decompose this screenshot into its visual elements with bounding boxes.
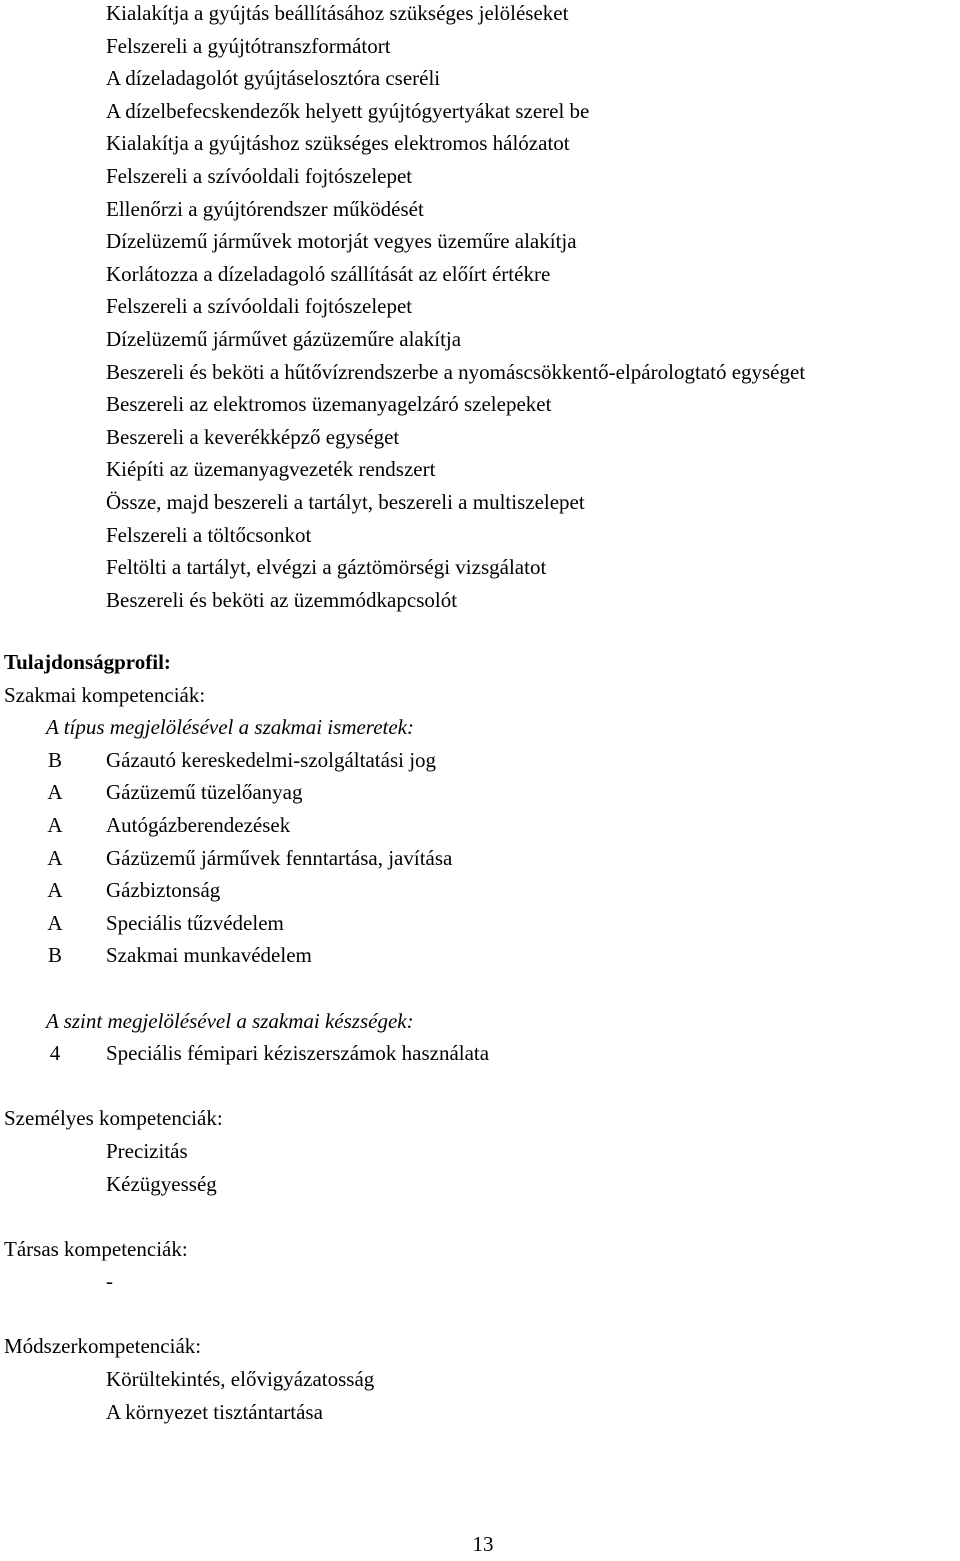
professional-competences-heading: Szakmai kompetenciák: — [4, 682, 206, 707]
skill-row — [4, 1037, 954, 1070]
task-item: Beszereli a keverékképző egységet — [106, 424, 400, 449]
personal-competence-item: Precizitás — [106, 1138, 188, 1163]
skill-text: Speciális fémipari kéziszerszámok használata — [106, 1041, 490, 1066]
task-item: Feltölti a tartályt, elvégzi a gáztömörségi vizsgálatot — [106, 555, 547, 580]
task-item: Beszereli és beköti az üzemmódkapcsolót — [106, 587, 458, 612]
knowledge-code: A — [47, 910, 63, 935]
spacer — [4, 1298, 954, 1331]
task-item: Korlátozza a dízeladagoló szállítását az előírt értékre — [106, 261, 551, 286]
knowledge-code: A — [47, 845, 63, 870]
knowledge-list — [4, 744, 954, 972]
knowledge-text: Gázüzemű járművek fenntartása, javítása — [106, 845, 453, 870]
task-item: Felszereli a szívóoldali fojtószelepet — [106, 163, 413, 188]
knowledge-code: B — [47, 747, 62, 772]
knowledge-row — [4, 842, 954, 875]
task-item: Felszereli a szívóoldali fojtószelepet — [106, 294, 413, 319]
method-competence-item: A környezet tisztántartása — [106, 1399, 323, 1424]
page-number: 13 — [472, 1532, 494, 1556]
knowledge-text: Szakmai munkavédelem — [106, 943, 312, 968]
task-item: Dízelüzemű járművet gázüzeműre alakítja — [106, 326, 462, 351]
knowledge-row — [4, 776, 954, 809]
method-competences-heading: Módszerkompetenciák: — [4, 1334, 202, 1359]
knowledge-text: Gázüzemű tüzelőanyag — [106, 780, 303, 805]
social-competences-heading: Társas kompetenciák: — [4, 1236, 188, 1261]
knowledge-code: A — [47, 812, 63, 837]
task-item: Össze, majd beszereli a tartályt, beszereli a multiszelepet — [106, 489, 585, 514]
knowledge-code: A — [47, 780, 63, 805]
knowledge-code: A — [47, 878, 63, 903]
knowledge-heading: A típus megjelölésével a szakmai ismeretek: — [46, 715, 414, 740]
personal-competences-heading: Személyes kompetenciák: — [4, 1106, 223, 1131]
task-item: A dízelbefecskendezők helyett gyújtógyertyákat szerel be — [106, 98, 590, 123]
knowledge-row — [4, 809, 954, 842]
task-item: Felszereli a töltőcsonkot — [106, 522, 312, 547]
task-item: Beszereli és beköti a hűtővízrendszerbe a nyomáscsökkentő-elpárologtató egységet — [106, 359, 806, 384]
task-item: Kiépíti az üzemanyagvezeték rendszert — [106, 457, 436, 482]
knowledge-text: Speciális tűzvédelem — [106, 910, 284, 935]
knowledge-row — [4, 874, 954, 907]
task-item: Ellenőrzi a gyújtórendszer működését — [106, 196, 424, 221]
task-item: Dízelüzemű járművek motorját vegyes üzeműre alakítja — [106, 229, 577, 254]
knowledge-text: Gázbiztonság — [106, 878, 221, 903]
task-item: Felszereli a gyújtótranszformátort — [106, 33, 391, 58]
spacer — [4, 1200, 954, 1233]
knowledge-row — [4, 939, 954, 972]
property-profile-section — [4, 646, 954, 1428]
skill-code: 4 — [49, 1041, 61, 1066]
spacer — [4, 972, 954, 1005]
task-item: Kialakítja a gyújtáshoz szükséges elektromos hálózatot — [106, 131, 570, 156]
knowledge-text: Autógázberendezések — [106, 812, 291, 837]
task-list — [106, 0, 960, 616]
knowledge-text: Gázautó kereskedelmi-szolgáltatási jog — [106, 747, 437, 772]
skills-heading: A szint megjelölésével a szakmai készségek: — [46, 1008, 414, 1033]
knowledge-row — [4, 907, 954, 940]
knowledge-row — [4, 744, 954, 777]
task-item: A dízeladagolót gyújtáselosztóra cseréli — [106, 66, 441, 91]
knowledge-code: B — [47, 943, 62, 968]
personal-competence-item: Kézügyesség — [106, 1171, 217, 1196]
method-competence-item: Körültekintés, elővigyázatosság — [106, 1367, 375, 1392]
profile-title: Tulajdonságprofil: — [4, 650, 171, 674]
social-competence-item: - — [106, 1269, 113, 1294]
task-item: Beszereli az elektromos üzemanyagelzáró szelepeket — [106, 392, 552, 417]
spacer — [4, 1070, 954, 1103]
task-item: Kialakítja a gyújtás beállításához szükséges jelöléseket — [106, 1, 569, 25]
